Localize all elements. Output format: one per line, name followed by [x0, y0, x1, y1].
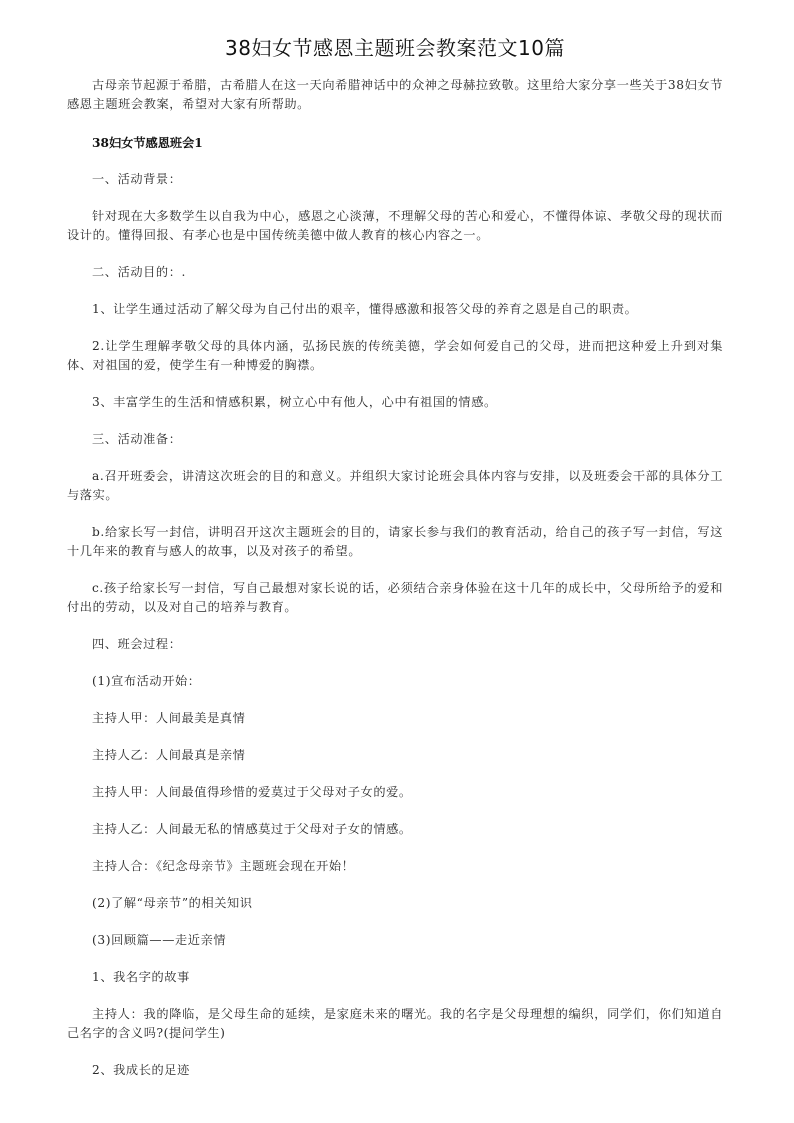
paragraph: 2、我成长的足迹 — [92, 1063, 190, 1077]
paragraph: 主持人甲：人间最美是真情 — [92, 711, 246, 725]
paragraph: 针对现在大多数学生以自我为中心，感恩之心淡薄，不理解父母的苦心和爱心，不懂得体谅、孝敬父母的现状而设计的。懂得回报、有孝心也是中国传统美德中做人教育的核心内容之一。 — [67, 209, 723, 242]
intro-paragraph: 古母亲节起源于希腊，古希腊人在这一天向希腊神话中的众神之母赫拉致敬。这里给大家分享一些关于38妇女节感恩主题班会教案，希望对大家有所帮助。 — [67, 78, 723, 111]
paragraph: 1、我名字的故事 — [92, 970, 190, 984]
document-body — [67, 76, 723, 1080]
paragraph: b.给家长写一封信，讲明召开这次主题班会的目的，请家长参与我们的教育活动，给自己的孩子写一封信，写这十几年来的教育与感人的故事，以及对孩子的希望。 — [67, 525, 723, 558]
section-heading: 38妇女节感恩班会1 — [92, 136, 203, 150]
paragraph: 主持人合：《纪念母亲节》主题班会现在开始！ — [92, 859, 355, 873]
paragraph: 主持人乙：人间最真是亲情 — [92, 748, 246, 762]
document-title: 38妇女节感恩主题班会教案范文10篇 — [225, 36, 565, 60]
paragraph: 3、丰富学生的生活和情感积累，树立心中有他人，心中有祖国的情感。 — [92, 395, 497, 409]
paragraph: (2)了解“母亲节”的相关知识 — [92, 896, 253, 910]
paragraph: 四、班会过程： — [92, 637, 182, 651]
paragraph: 三、活动准备： — [92, 432, 182, 446]
paragraph: 二、活动目的：. — [92, 265, 186, 279]
paragraph: 1、让学生通过活动了解父母为自己付出的艰辛，懂得感激和报答父母的养育之恩是自己的职责。 — [92, 302, 638, 316]
paragraph: 主持人甲：人间最值得珍惜的爱莫过于父母对子女的爱。 — [92, 785, 412, 799]
paragraph: 主持人乙：人间最无私的情感莫过于父母对子女的情感。 — [92, 822, 412, 836]
paragraph: 一、活动背景： — [92, 172, 182, 186]
paragraph: c.孩子给家长写一封信，写自己最想对家长说的话，必须结合亲身体验在这十几年的成长中，父母所给予的爱和付出的劳动，以及对自己的培养与教育。 — [67, 581, 723, 614]
paragraph: (1)宣布活动开始： — [92, 674, 201, 688]
paragraph: 主持人：我的降临，是父母生命的延续，是家庭未来的曙光。我的名字是父母理想的编织，同学们，你们知道自己名字的含义吗?(提问学生) — [67, 1007, 723, 1040]
paragraph: 2.让学生理解孝敬父母的具体内涵，弘扬民族的传统美德，学会如何爱自己的父母，进而把这种爱上升到对集体、对祖国的爱，使学生有一种博爱的胸襟。 — [67, 339, 723, 372]
paragraph: (3)回顾篇——走近亲情 — [92, 933, 227, 947]
paragraph: a.召开班委会，讲清这次班会的目的和意义。并组织大家讨论班会具体内容与安排，以及班委会干部的具体分工与落实。 — [67, 469, 723, 502]
